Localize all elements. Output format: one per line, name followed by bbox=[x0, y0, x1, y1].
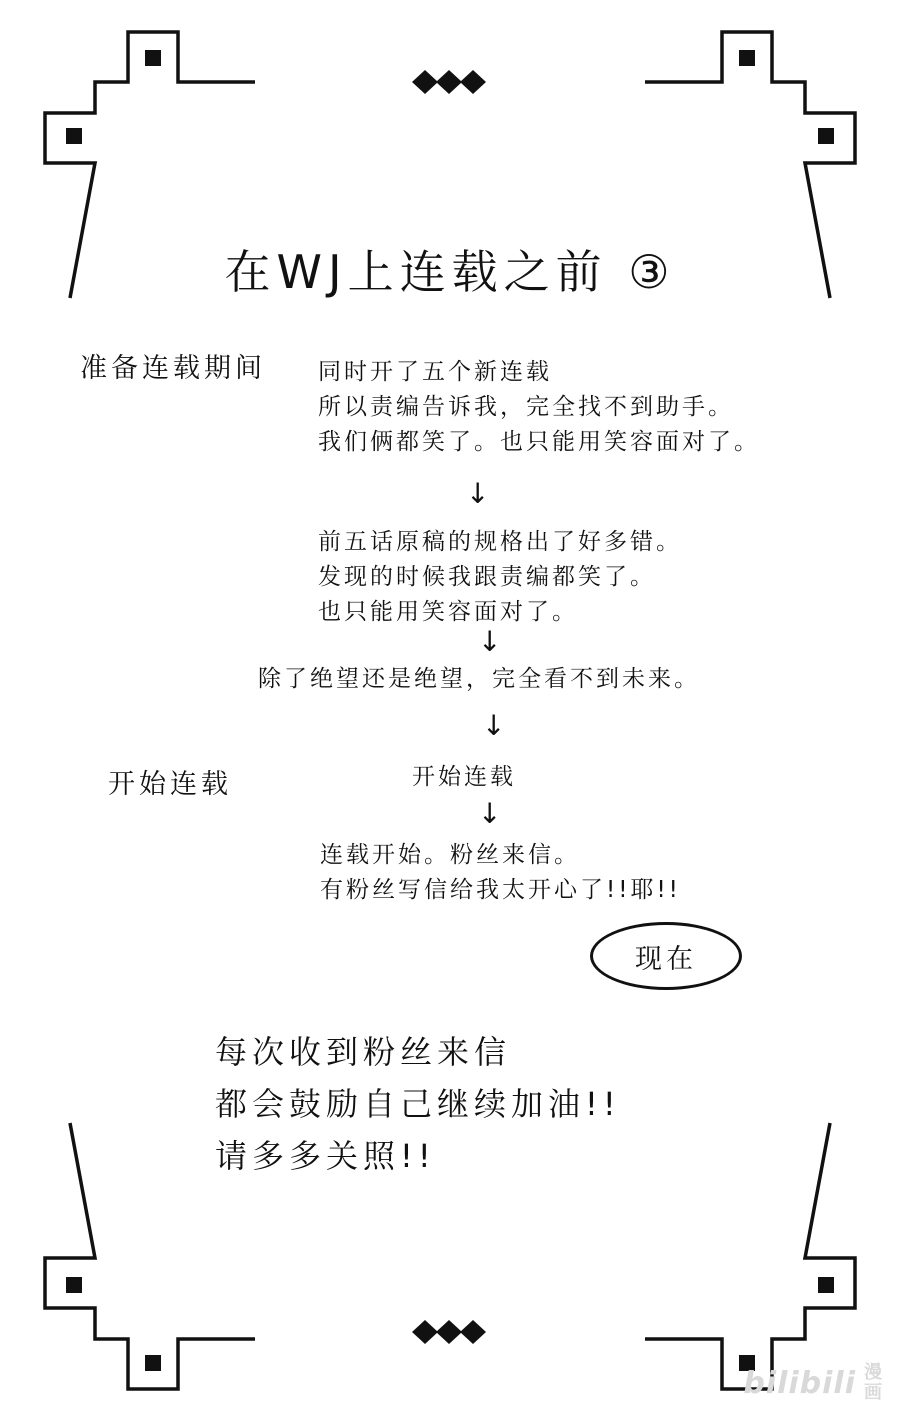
diamond-ornament-bottom bbox=[412, 1320, 486, 1344]
closing-line: 请多多关照!! bbox=[215, 1137, 436, 1175]
closing-line: 都会鼓励自己继续加油!! bbox=[215, 1085, 621, 1123]
flow-line: 我们俩都笑了。也只能用笑容面对了。 bbox=[318, 429, 760, 455]
flow-line: 所以责编告诉我，完全找不到助手。 bbox=[318, 394, 734, 420]
flow-line: 发现的时候我跟责编都笑了。 bbox=[318, 564, 656, 590]
flow-line: 连载开始。粉丝来信。 bbox=[320, 842, 580, 868]
now-badge: 现在 bbox=[590, 922, 742, 990]
watermark-sub: 漫画 bbox=[864, 1362, 882, 1403]
flow-block-3: 除了绝望还是绝望，完全看不到未来。 bbox=[258, 666, 700, 692]
flow-block-2 bbox=[318, 525, 682, 630]
bilibili-logo: bilibili bbox=[743, 1366, 856, 1401]
down-arrow-icon: ↓ bbox=[466, 477, 490, 510]
flow-block-1 bbox=[318, 355, 760, 460]
page-title: 在WJ上连载之前 ③ bbox=[224, 245, 676, 299]
section-label-start: 开始连载 bbox=[108, 769, 232, 800]
flow-line: 也只能用笑容面对了。 bbox=[318, 599, 578, 625]
corner-ornament-bottom-right bbox=[645, 1123, 855, 1389]
flow-block-5 bbox=[320, 838, 681, 908]
down-arrow-icon: ↓ bbox=[478, 797, 502, 830]
closing-message bbox=[215, 1026, 621, 1182]
flow-line: 有粉丝写信给我太开心了!!耶!! bbox=[320, 877, 681, 903]
closing-line: 每次收到粉丝来信 bbox=[215, 1033, 512, 1071]
flow-line: 同时开了五个新连载 bbox=[318, 359, 552, 385]
diamond-ornament-top bbox=[412, 70, 486, 94]
flow-line: 前五话原稿的规格出了好多错。 bbox=[318, 529, 682, 555]
section-label-preparation: 准备连载期间 bbox=[80, 353, 266, 384]
flow-block-4: 开始连载 bbox=[412, 764, 516, 790]
down-arrow-icon: ↓ bbox=[482, 709, 506, 742]
down-arrow-icon: ↓ bbox=[478, 625, 502, 658]
